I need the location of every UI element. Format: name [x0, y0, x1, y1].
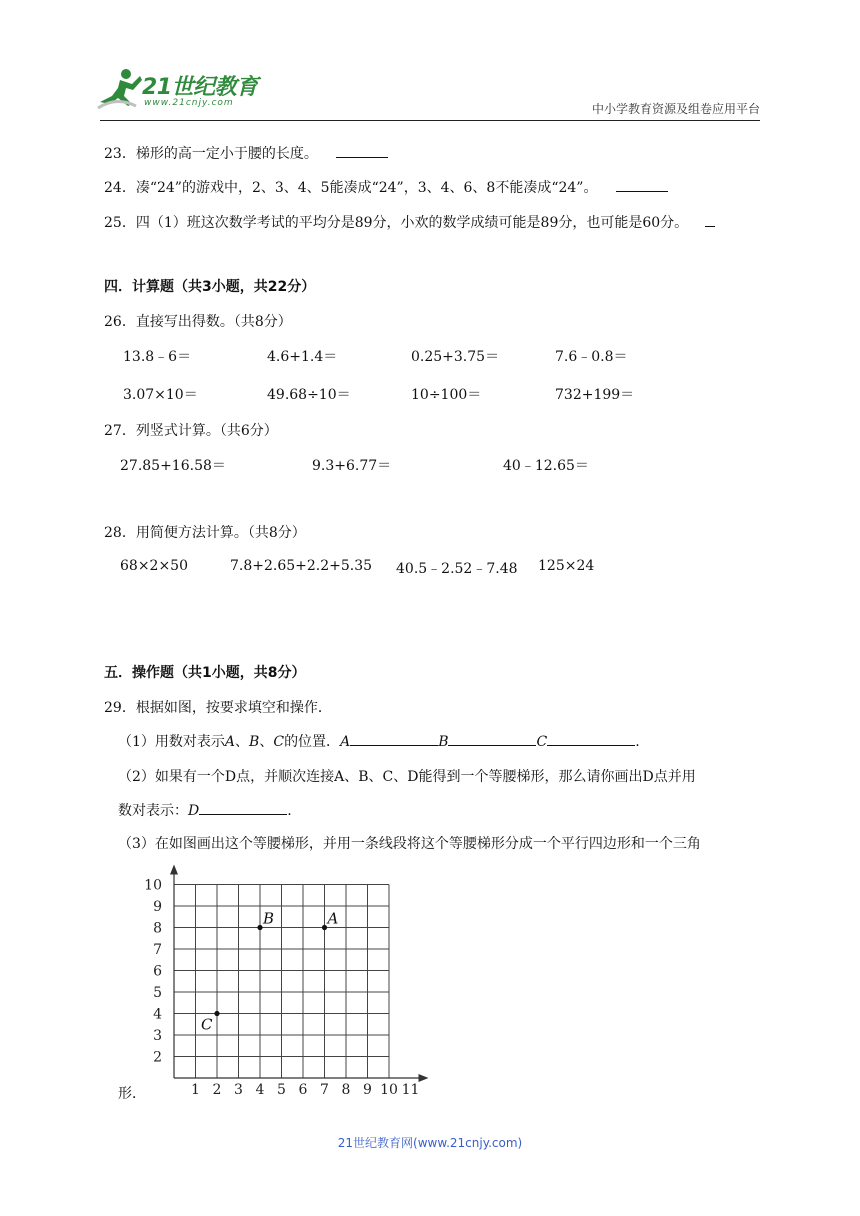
- x-tick-label: 7: [320, 1082, 329, 1098]
- sep: 、: [259, 734, 274, 750]
- point-label-a: A: [327, 909, 339, 928]
- sep: 、: [235, 734, 250, 750]
- y-tick-label: 7: [153, 942, 162, 958]
- q26-expr: 13.8﹣6＝: [123, 349, 192, 365]
- answer-blank-b[interactable]: [448, 733, 536, 746]
- question-23: [104, 143, 388, 163]
- q27-expr: 27.85+16.58＝: [120, 458, 226, 474]
- q26-expr: 10÷100＝: [411, 387, 482, 403]
- q29-part2-line1: （2）如果有一个D点，并顺次连接A、B、C、D能得到一个等腰梯形，那么请你画出D点并用: [118, 769, 696, 785]
- q26-expr: 49.68÷10＝: [267, 387, 351, 403]
- label-a: A: [340, 734, 351, 750]
- question-25-text: 25．四（1）班这次数学考试的平均分是89分，小欢的数学成绩可能是89分，也可能是60分。: [104, 215, 689, 231]
- y-tick-label: 2: [153, 1049, 162, 1066]
- x-tick-label: 11: [401, 1082, 420, 1098]
- q29-part2-line2: 数对表示：D .: [118, 803, 292, 819]
- header-platform-text: 中小学教育资源及组卷应用平台: [591, 102, 760, 116]
- q28-expr: 125×24: [538, 558, 595, 574]
- q29-part1-prefix: （1）用数对表示: [118, 734, 225, 750]
- q29-part1: （1）用数对表示A、B、C的位置．A B C .: [118, 734, 640, 750]
- label-b: B: [249, 734, 260, 750]
- q26-expr: 7.6﹣0.8＝: [555, 349, 628, 365]
- answer-blank-25[interactable]: [705, 214, 715, 227]
- point-label-c: C: [201, 1015, 213, 1034]
- x-tick-label: 3: [234, 1082, 243, 1098]
- q29-part3-line1: （3）在如图画出这个等腰梯形，并用一条线段将这个等腰梯形分成一个平行四边形和一个三角: [118, 836, 701, 852]
- header-divider: [100, 120, 760, 121]
- q26-expr: 0.25+3.75＝: [411, 349, 500, 365]
- x-tick-label: 8: [341, 1082, 351, 1098]
- section-4-heading: 四．计算题（共3小题，共22分）: [104, 279, 316, 295]
- answer-blank-23[interactable]: [336, 145, 388, 158]
- q28-expr: 68×2×50: [120, 558, 188, 574]
- x-tick-label: 1: [191, 1082, 200, 1098]
- question-26-title: 26．直接写出得数。（共8分）: [104, 314, 292, 330]
- label-d: D: [188, 803, 200, 819]
- y-tick-label: 4: [153, 1006, 162, 1023]
- q29-part1-mid: 的位置．: [284, 734, 341, 750]
- point-a: [322, 925, 327, 930]
- q29-part2-prefix: 数对表示：: [118, 803, 188, 819]
- question-23-text: 23．梯形的高一定小于腰的长度。: [104, 146, 318, 162]
- logo-url: www.21cnjy.com: [144, 98, 234, 108]
- y-tick-label: 5: [153, 985, 162, 1001]
- x-tick-label: 2: [212, 1082, 222, 1098]
- q27-expr: 9.3+6.77＝: [312, 458, 392, 474]
- q26-expr: 3.07×10＝: [123, 387, 198, 403]
- logo: [96, 66, 276, 114]
- runner-icon: [96, 66, 146, 112]
- label-c: C: [536, 734, 548, 750]
- question-29-title: 29．根据如图，按要求填空和操作．: [104, 700, 332, 716]
- y-tick-label: 8: [153, 920, 162, 937]
- point-c: [214, 1011, 219, 1016]
- q27-expr: 40﹣12.65＝: [503, 458, 589, 474]
- label-a: A: [224, 734, 236, 750]
- q26-expr: 732+199＝: [555, 387, 635, 403]
- section-5-heading: 五．操作题（共1小题，共8分）: [104, 665, 306, 681]
- grid-svg: [140, 858, 430, 1098]
- question-28-title: 28．用简便方法计算。（共8分）: [104, 525, 306, 541]
- q28-expr: 40.5﹣2.52﹣7.48: [396, 561, 518, 577]
- question-24: [104, 177, 668, 197]
- x-tick-label: 5: [277, 1082, 286, 1098]
- coordinate-grid[interactable]: [140, 858, 430, 1098]
- point-label-b: B: [263, 909, 275, 928]
- question-24-text: 24．凑“24”的游戏中，2、3、4、5能凑成“24”，3、4、6、8不能凑成“24”。: [104, 180, 598, 196]
- q26-expr: 4.6+1.4＝: [267, 349, 338, 365]
- q29-part3-end: 形．: [118, 1086, 146, 1102]
- y-tick-label: 6: [153, 963, 162, 980]
- x-tick-label: 9: [363, 1082, 372, 1098]
- y-axis-arrow-icon: [170, 865, 178, 875]
- logo-title: 21世纪教育: [142, 75, 258, 100]
- answer-blank-24[interactable]: [616, 179, 668, 192]
- footer-text: 21世纪教育网(www.21cnjy.com): [337, 1136, 523, 1150]
- y-tick-label: 3: [153, 1028, 162, 1044]
- x-tick-label: 6: [298, 1082, 308, 1098]
- label-c: C: [273, 734, 285, 750]
- x-tick-label: 4: [255, 1082, 265, 1098]
- answer-blank-c[interactable]: [547, 733, 635, 746]
- x-tick-label: 10: [380, 1082, 398, 1098]
- label-b: B: [438, 734, 449, 750]
- answer-blank-a[interactable]: [350, 733, 438, 746]
- y-tick-label: 10: [144, 877, 162, 894]
- question-25: [104, 212, 715, 232]
- x-axis-arrow-icon: [419, 1074, 429, 1082]
- answer-blank-d[interactable]: [199, 802, 287, 815]
- point-b: [257, 925, 262, 930]
- y-tick-label: 9: [153, 899, 162, 915]
- q28-expr: 7.8+2.65+2.2+5.35: [230, 558, 373, 574]
- question-27-title: 27．列竖式计算。（共6分）: [104, 423, 278, 439]
